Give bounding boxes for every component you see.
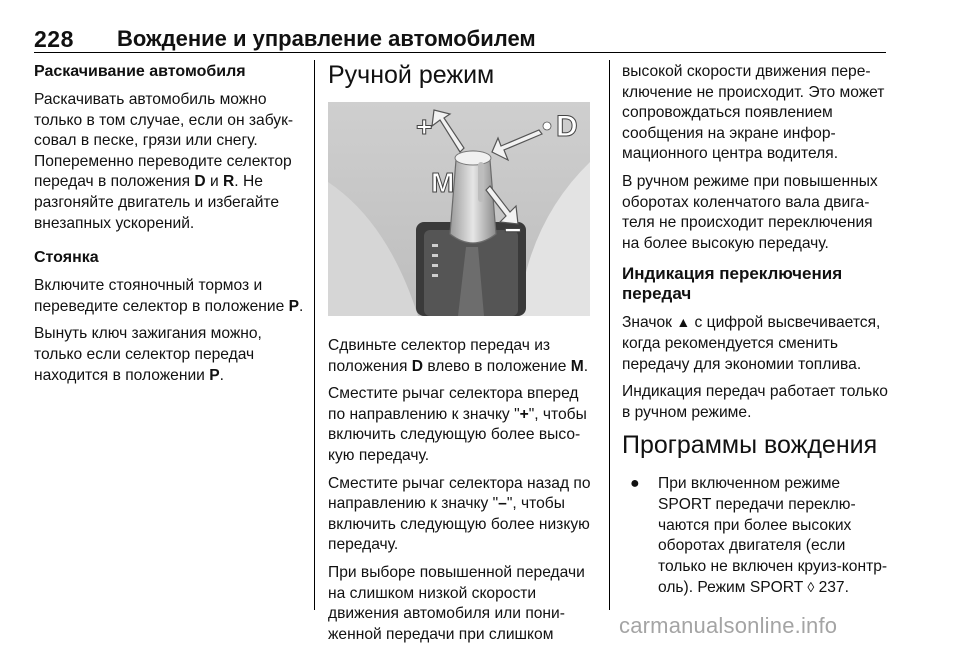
column-divider-2 (609, 60, 610, 610)
paragraph-high-gear: При выборе повышенной передачи на слишком низкой скорости движения автомобиля или пониженной передачи при слишком (328, 563, 585, 643)
page-reference-icon: ◊ (807, 579, 815, 596)
paragraph-rpm: В ручном режиме при повышенных оборотах коленчатого вала двигателя не происходит переключения на более высокую передачу. (622, 172, 878, 252)
column-divider-1 (314, 60, 315, 610)
heading-manual-mode: Ручной режим (328, 61, 495, 89)
upshift-triangle-icon: ▲ (676, 314, 691, 331)
paragraph-shift-back: Сместите рычаг селектора назад по направлению к значку "–", чтобы включить следующую более низкую передачу. (328, 474, 591, 554)
gear-selector-figure (328, 102, 590, 316)
page-number: 228 (34, 26, 74, 52)
heading-driving-programs: Программы вождения (622, 431, 878, 460)
minus-label: − (504, 214, 522, 247)
heading-parking: Стоянка (34, 249, 99, 267)
paragraph-parking: Включите стояночный тормоз и переведите селектор в положение P. (34, 277, 304, 315)
running-title: Вождение и управление автомобилем (117, 26, 536, 51)
paragraph-move-selector: Сдвиньте селектор передач из положения D влево в положение M. (328, 337, 589, 375)
page-reference-link[interactable]: 237. (814, 579, 849, 597)
paragraph-continuation: высокой скорости движения переключение не происходит. Это может сопровождаться появлением сообщения на экране информационного центра водителя. (622, 63, 885, 163)
heading-rocking: Раскачивание автомобиля (34, 63, 246, 80)
paragraph-shift-icon: Значок ▲ с цифрой высвечивается, когда рекомендуется сменить передачу для экономии топлива. (622, 314, 881, 373)
header-rule (34, 52, 886, 53)
paragraph-shift-forward: Сместите рычаг селектора вперед по направлению к значку "+", чтобы включить следующую более высокую передачу. (328, 385, 587, 464)
watermark: carmanualsonline.info (619, 613, 838, 638)
paragraph-manual-only: Индикация передач работает только в ручном режиме. (622, 383, 888, 421)
bullet-icon: ● (630, 475, 640, 493)
d-label: D (556, 110, 578, 143)
list-item: ● При включенном режиме SPORT передачи переключаются при более высоких оборотах двигателя (если только не включен круиз-контроль). Режим SPORT ◊ 237. (630, 475, 888, 597)
column-1 (34, 62, 304, 393)
gear-selector-illustration (328, 102, 590, 316)
programs-list (622, 474, 890, 599)
plus-label: + (416, 111, 433, 142)
paragraph-rocking: Раскачивать автомобиль можно только в том случае, если он забуксовал в песке, грязи или снегу. Попеременно переводите селектор передач в положения D и R. Не разгоняйте двигатель и избегайте внезапных ускорений. (34, 91, 294, 232)
d-position-dot-icon (543, 122, 551, 130)
paragraph-key: Вынуть ключ зажигания можно, только если селектор передач находится в положении P. (34, 325, 262, 384)
heading-shift-indication: Индикация переключения передач (622, 264, 843, 304)
column-2 (328, 62, 598, 652)
column-3 (622, 62, 890, 599)
m-label: M (431, 167, 455, 198)
